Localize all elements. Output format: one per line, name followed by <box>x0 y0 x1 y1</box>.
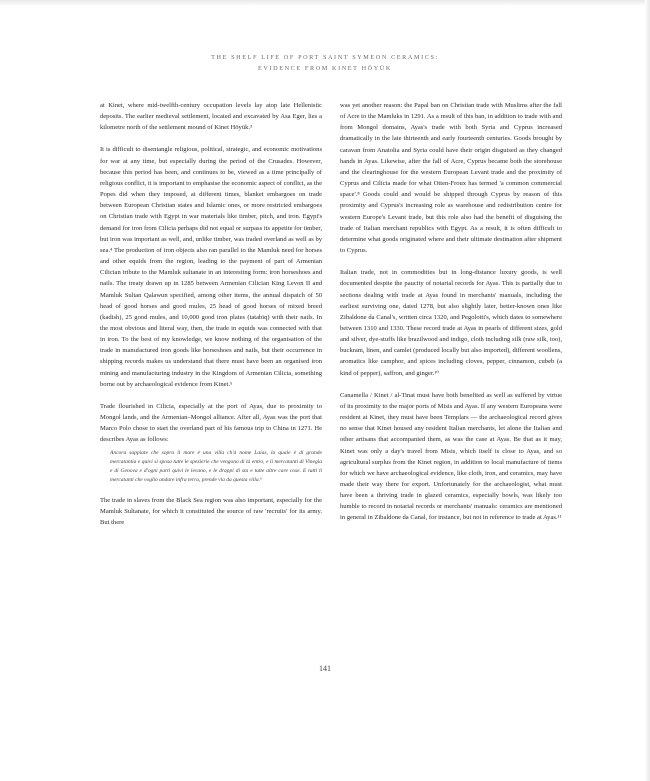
right-column <box>340 100 562 524</box>
paragraph: at Kinet, where mid-twelfth-century occupation levels lay atop late Hellenistic deposits. The earlier medieval settlement, located and excavated by Asa Eger, lies a kilometre north of the settlement mound of Kinet Höyük.³ <box>100 102 322 132</box>
page-top-shadow <box>0 0 650 6</box>
left-column <box>100 100 322 528</box>
paragraph: It is difficult to disentangle religious, political, strategic, and economic motivations for war at any time, but especially during the period of the Crusades. However, because this period has been, and continues to be, viewed as a time principally of religious conflict, it is important to emphasise the economic aspect of conflict, as the Popes did when they imposed, at different times, blanket embargoes on trade between European Christian states and Islamic ones, or more restricted embargoes on Christian trade with Egypt in war materials like timber, pitch, and iron. Egypt's demand for iron from Cilicia perhaps did not equal or surpass its appetite for timber, but iron was important as well, and, unlike timber, was traded overland as well as by sea.⁴ The production of iron objects also ran parallel to the Mamluk need for horses and other equids from the region, leading to the payment of part of Armenian Cilician tribute to the Mamluk sultanate in an interesting form: iron horseshoes and nails. The treaty drawn up in 1285 between Armenian Cilician King Levon II and Mamluk Sultan Qalawun specified, among other items, the annual dispatch of 50 head of good horses and good mules, 25 head of good horses of mixed breed (kadish), 25 good mules, and 10,000 good iron plates (tatabiq) with their nails. In the most obvious and literal way, then, the trade in equids was connected with that in iron. To the best of my knowledge, we know nothing of the organisation of the trade in manufactured iron goods like horseshoes and nails, but their occurrence in shipping records makes us understand that there must have been an organised iron mining and manufacturing industry in the Kingdom of Armenian Cilicia, something borne out by archaeological evidence from Kinet.⁵ <box>100 146 322 388</box>
paragraph: The trade in slaves from the Black Sea region was also important, especially for the Mamluk Sultanate, for which it constituted the source of raw 'recruits' for its army. But there <box>100 496 322 527</box>
running-header <box>0 53 650 74</box>
paragraph: was yet another reason: the Papal ban on Christian trade with Muslims after the fall of Acre to the Mamluks in 1291. As a result of this ban, in addition to trade with and from Mongol domains, Ayas's trade with both Syria and Cyprus increased dramatically in the late thirteenth and early fourteenth centuries. Goods brought by caravan from Anatolia and Syria could have their origin disguised as they changed hands in Ayas. Likewise, after the fall of Acre, Cyprus became both the storehouse and the clearinghouse for the western European Levant trade and the proximity of Cyprus and Cilicia made for what Otten-Froux has termed 'a common commercial space'.⁸ Goods could and would be shipped through Cyprus by reason of this proximity and Cyprus's increasing role as warehouse and redistribution centre for western Europe's Levant trade, but this role also had the benefit of disguising the trade of Italian merchant republics with Egypt. As a result, it is often difficult to determine what goods originated where and their ultimate destination after shipment to Cyprus. <box>340 102 562 255</box>
block-quote: Ancora sappiate che sopra il mare è una villa ch'à nome Laias, la quale è di grande mercatantia e quivi si sposa tutte le spezierie che vengono di là entro, e li mercatanti di Vinegia e di Genova e d'ogni parti quivi le levano, e le drappi di sta e tutte altre care cose. E tutti li mercatanti che voglio andare infra terra, prende via da questa villa.⁶ <box>110 449 322 484</box>
paragraph: Canamella / Kinet / al-Tinat must have both benefited as well as suffered by virtue of its proximity to the major ports of Misis and Ayas. If any western Europeans were resident at Kinet, they must have been Templars — the archaeological record gives no sense that Kinet housed any resident Italian merchants, let alone the Italian and other artisans that accompanied them, as was the case at Ayas. Be that as it may, Kinet was only a day's travel from Misis, which itself is close to Ayas, and so agricultural surplus from the Kinet region, in addition to local manufacture of items for which we have archaeological evidence, like cloth, iron, and ceramics, may have made their way there for export. Unfortunately for the archaeologist, what must have been a thriving trade in glazed ceramics, especially bowls, was likely too humble to record in notarial records or merchants' manuals: ceramics are mentioned in general in Zibaldone da Canal, for instance, but not in reference to trade at Ayas.¹¹ <box>340 391 562 522</box>
running-header-line-1: THE SHELF LIFE OF PORT SAINT SYMEON CERAMICS: <box>211 54 439 61</box>
running-header-line-2: EVIDENCE FROM KINET HÖYÜK <box>258 64 392 72</box>
paragraph: Trade flourished in Cilicia, especially at the port of Ayas, due to proximity to Mongol lands, and the Armenian–Mongol alliance. After all, Ayas was the port that Marco Polo chose to start the overland part of his famous trip to China in 1271. He describes Ayas as follows: <box>100 402 322 444</box>
paragraph: Italian trade, not in commodities but in long-distance luxury goods, is well documented despite the paucity of notarial records for Ayas. This is partially due to sections dealing with trade at Ayas found in merchants' manuals, including the earliest surviving one, dated 1278, but also slightly later, better-known ones like Zibaldone da Canal's, written circa 1320, and Pegolotti's, which dates to somewhere between 1310 and 1330. These record trade at Ayas in pearls of different sizes, gold and silver, dye-stuffs like brazilwood and indigo, cloth including silk (raw silk, too), buckram, linen, and camlet (produced locally but also imported), different woollens, aromatics like camphor, and spices including cloves, pepper, cinnamon, cubeb (a kind of pepper), saffron, and ginger.¹⁰ <box>340 269 562 377</box>
page-number: 141 <box>319 664 331 673</box>
